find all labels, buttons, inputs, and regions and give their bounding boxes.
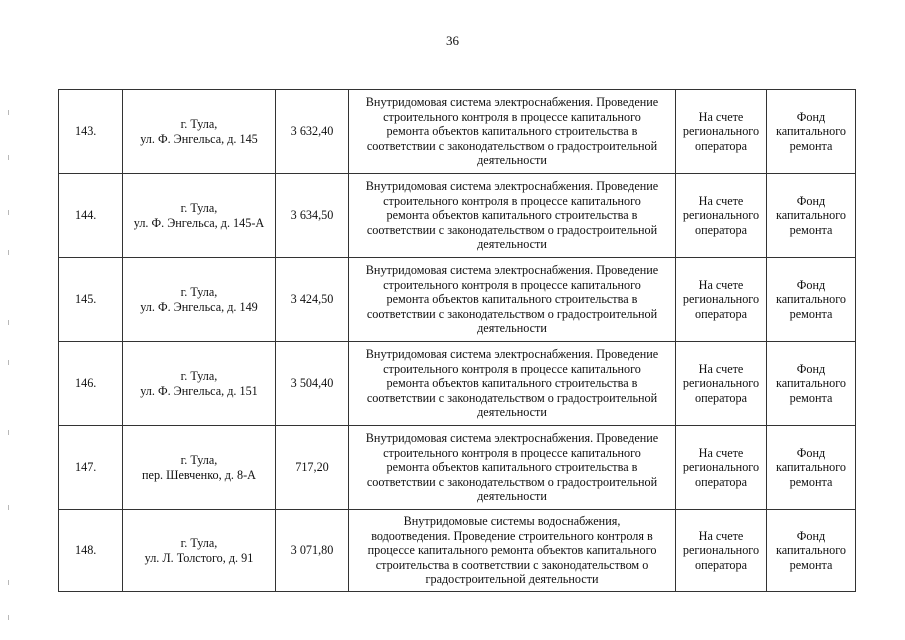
address-cell [123, 174, 276, 258]
funding-source-cell-line: ремонта [789, 557, 833, 572]
account-cell [676, 258, 767, 342]
table-row [59, 510, 856, 592]
work-description-cell-line: соответствии с законодательством о градостроительной [366, 138, 658, 153]
work-description-cell-line: деятельности [477, 321, 547, 336]
address-cell-line: ул. Ф. Энгельса, д. 145 [140, 131, 258, 146]
work-description-cell-line: строительного контроля в процессе капитального [383, 193, 641, 208]
row-number: 146. [59, 342, 123, 426]
funding-source-cell-line: ремонта [789, 306, 833, 321]
funding-source-cell-line: ремонта [789, 222, 833, 237]
account-cell-line: На счете [698, 193, 744, 208]
amount-cell: 3 424,50 [276, 258, 349, 342]
row-number: 143. [59, 90, 123, 174]
work-description-cell-line: ремонта объектов капитального строительства в [386, 208, 638, 223]
account-cell-line: На счете [698, 528, 744, 543]
account-cell-line: оператора [695, 474, 747, 489]
work-description-cell-line: деятельности [477, 489, 547, 504]
funding-source-cell-line: капитального [775, 292, 847, 307]
address-cell-line: ул. Ф. Энгельса, д. 145-А [133, 215, 265, 230]
work-description-cell [349, 90, 676, 174]
address-cell [123, 90, 276, 174]
amount-cell: 717,20 [276, 426, 349, 510]
funding-source-cell-line: Фонд [796, 445, 826, 460]
funding-source-cell [767, 342, 856, 426]
table-row [59, 426, 856, 510]
account-cell [676, 174, 767, 258]
account-cell [676, 342, 767, 426]
funding-source-cell-line: ремонта [789, 474, 833, 489]
table-row [59, 90, 856, 174]
address-cell-line: ул. Ф. Энгельса, д. 151 [140, 383, 258, 398]
work-description-cell-line: деятельности [477, 405, 547, 420]
account-cell-line: оператора [695, 222, 747, 237]
address-cell-line: г. Тула, [180, 368, 218, 383]
work-description-cell-line: строительного контроля в процессе капитального [383, 109, 641, 124]
account-cell-line: На счете [698, 445, 744, 460]
work-description-cell-line: ремонта объектов капитального строительства в [386, 376, 638, 391]
account-cell [676, 90, 767, 174]
table-row [59, 174, 856, 258]
amount-cell: 3 504,40 [276, 342, 349, 426]
funding-source-cell-line: Фонд [796, 109, 826, 124]
funding-source-cell-line: Фонд [796, 361, 826, 376]
funding-source-cell-line: Фонд [796, 528, 826, 543]
account-cell-line: оператора [695, 138, 747, 153]
funding-source-cell [767, 510, 856, 592]
funding-source-cell-line: капитального [775, 543, 847, 558]
work-description-cell-line: Внутридомовая система электроснабжения. Проведение [365, 179, 659, 194]
account-cell-line: На счете [698, 361, 744, 376]
funding-source-cell [767, 174, 856, 258]
work-description-cell-line: ремонта объектов капитального строительства в [386, 124, 638, 139]
account-cell-line: регионального [682, 376, 760, 391]
work-description-cell-line: строительного контроля в процессе капитального [383, 361, 641, 376]
work-description-cell-line: Внутридомовая система электроснабжения. Проведение [365, 431, 659, 446]
account-cell-line: оператора [695, 557, 747, 572]
account-cell-line: оператора [695, 390, 747, 405]
row-number: 148. [59, 510, 123, 592]
work-description-cell [349, 426, 676, 510]
address-cell-line: ул. Ф. Энгельса, д. 149 [140, 299, 258, 314]
account-cell-line: регионального [682, 460, 760, 475]
work-description-cell-line: Внутридомовая система электроснабжения. Проведение [365, 347, 659, 362]
funding-source-cell-line: капитального [775, 208, 847, 223]
work-description-cell-line: Внутридомовая система электроснабжения. Проведение [365, 95, 659, 110]
work-description-cell-line: соответствии с законодательством о градостроительной [366, 474, 658, 489]
account-cell [676, 426, 767, 510]
address-cell [123, 342, 276, 426]
address-cell-line: г. Тула, [180, 116, 218, 131]
work-description-cell-line: градостроительной деятельности [425, 572, 599, 587]
work-description-cell-line: процессе капитального ремонта объектов капитального [367, 543, 657, 558]
table-body [59, 90, 856, 592]
amount-cell: 3 634,50 [276, 174, 349, 258]
account-cell-line: На счете [698, 109, 744, 124]
address-cell [123, 258, 276, 342]
account-cell-line: регионального [682, 208, 760, 223]
table-row [59, 258, 856, 342]
work-description-cell-line: деятельности [477, 153, 547, 168]
work-description-cell-line: ремонта объектов капитального строительства в [386, 292, 638, 307]
work-description-cell [349, 258, 676, 342]
account-cell-line: регионального [682, 124, 760, 139]
work-description-cell-line: Внутридомовая система электроснабжения. Проведение [365, 263, 659, 278]
table-row [59, 342, 856, 426]
work-description-cell [349, 174, 676, 258]
address-cell-line: г. Тула, [180, 284, 218, 299]
funding-source-cell-line: Фонд [796, 193, 826, 208]
account-cell-line: регионального [682, 292, 760, 307]
work-description-cell-line: строительства в соответствии с законодательством о [375, 557, 649, 572]
work-description-cell-line: водоотведения. Проведение строительного контроля в [371, 528, 653, 543]
work-description-cell-line: соответствии с законодательством о градостроительной [366, 390, 658, 405]
work-description-cell [349, 510, 676, 592]
row-number: 144. [59, 174, 123, 258]
address-cell-line: г. Тула, [180, 535, 218, 550]
work-description-cell-line: деятельности [477, 237, 547, 252]
funding-source-cell-line: капитального [775, 376, 847, 391]
address-cell [123, 426, 276, 510]
repair-works-table [58, 89, 856, 592]
funding-source-cell [767, 426, 856, 510]
amount-cell: 3 071,80 [276, 510, 349, 592]
funding-source-cell-line: Фонд [796, 277, 826, 292]
account-cell-line: На счете [698, 277, 744, 292]
work-description-cell [349, 342, 676, 426]
address-cell [123, 510, 276, 592]
account-cell [676, 510, 767, 592]
scan-edge-marks [8, 110, 10, 630]
account-cell-line: регионального [682, 543, 760, 558]
work-description-cell-line: строительного контроля в процессе капитального [383, 277, 641, 292]
funding-source-cell-line: ремонта [789, 390, 833, 405]
address-cell-line: ул. Л. Толстого, д. 91 [144, 550, 254, 565]
work-description-cell-line: Внутридомовые системы водоснабжения, [403, 514, 621, 529]
funding-source-cell-line: капитального [775, 460, 847, 475]
account-cell-line: оператора [695, 306, 747, 321]
address-cell-line: г. Тула, [180, 452, 218, 467]
row-number: 147. [59, 426, 123, 510]
work-description-cell-line: строительного контроля в процессе капитального [383, 445, 641, 460]
work-description-cell-line: ремонта объектов капитального строительства в [386, 460, 638, 475]
work-description-cell-line: соответствии с законодательством о градостроительной [366, 306, 658, 321]
funding-source-cell [767, 258, 856, 342]
page-number: 36 [446, 33, 459, 48]
row-number: 145. [59, 258, 123, 342]
funding-source-cell-line: капитального [775, 124, 847, 139]
amount-cell: 3 632,40 [276, 90, 349, 174]
funding-source-cell [767, 90, 856, 174]
address-cell-line: пер. Шевченко, д. 8-А [142, 467, 256, 482]
work-description-cell-line: соответствии с законодательством о градостроительной [366, 222, 658, 237]
address-cell-line: г. Тула, [180, 200, 218, 215]
funding-source-cell-line: ремонта [789, 138, 833, 153]
